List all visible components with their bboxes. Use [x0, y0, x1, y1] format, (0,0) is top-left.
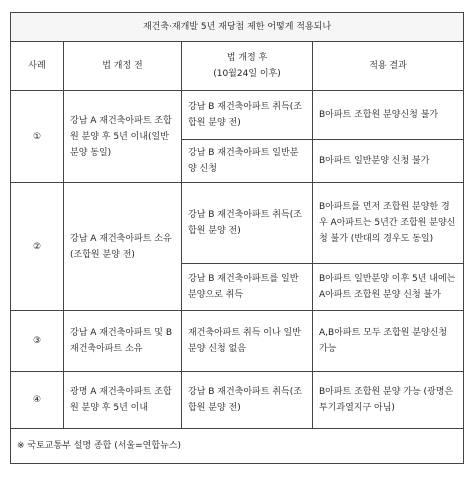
row2-after-b: 강남 B 재건축아파트를 일반분양으로 취득 [182, 264, 313, 311]
row2-after-a: 강남 B 재건축아파트 취득(조합원 분양 전) [182, 183, 313, 264]
row1-num: ① [11, 91, 64, 183]
row2-before: 강남 A 재건축아파트 소유(조합원 분양 전) [64, 183, 182, 311]
row2-result-b: B아파트 일반분양 이후 5년 내에는 A아파트 조합원 분양 신청 불가 [313, 264, 464, 311]
row2-result-a: B아파트를 먼저 조합원 분양한 경우 A아파트는 5년간 조합원 분양신청 불가 (반대의 경우도 동일) [313, 183, 464, 264]
header-result: 적용 결과 [313, 42, 464, 91]
header-before: 법 개정 전 [64, 42, 182, 91]
header-after-line2: (10월24일 이후) [213, 69, 281, 79]
row3-before: 강남 A 재건축아파트 및 B 재건축아파트 소유 [64, 311, 182, 372]
header-after-line1: 법 개정 후 [226, 53, 268, 63]
row1-result-b: B아파트 일반분양 신청 불가 [313, 140, 464, 183]
row2-num: ② [11, 183, 64, 311]
header-case: 사례 [11, 42, 64, 91]
row1-after-a: 강남 B 재건축아파트 취득(조합원 분양 전) [182, 91, 313, 140]
rebuild-restriction-table [10, 12, 464, 464]
header-after [182, 42, 313, 91]
row3-result: A,B아파트 모두 조합원 분양신청 가능 [313, 311, 464, 372]
row1-after-b: 강남 B 재건축아파트 일반분양 신청 [182, 140, 313, 183]
source-footnote: ※ 국토교통부 설명 종합 (서울=연합뉴스) [11, 429, 464, 464]
row1-result-a: B아파트 조합원 분양신청 불가 [313, 91, 464, 140]
row1-before: 강남 A 재건축아파트 조합원 분양 후 5년 이내(일반분양 동일) [64, 91, 182, 183]
table-title: 재건축·재개발 5년 재당첨 제한 어떻게 적용되나 [11, 13, 464, 42]
row3-num: ③ [11, 311, 64, 372]
row4-before: 광명 A 재건축아파트 조합원 분양 후 5년 이내 [64, 372, 182, 429]
row4-num: ④ [11, 372, 64, 429]
row4-after: 강남 B 재건축아파트 취득(조합원 분양 전) [182, 372, 313, 429]
row4-result: B아파트 조합원 분양 가능 (광명은 투기과열지구 아님) [313, 372, 464, 429]
row3-after: 재건축아파트 취득 이나 일반분양 신청 없음 [182, 311, 313, 372]
